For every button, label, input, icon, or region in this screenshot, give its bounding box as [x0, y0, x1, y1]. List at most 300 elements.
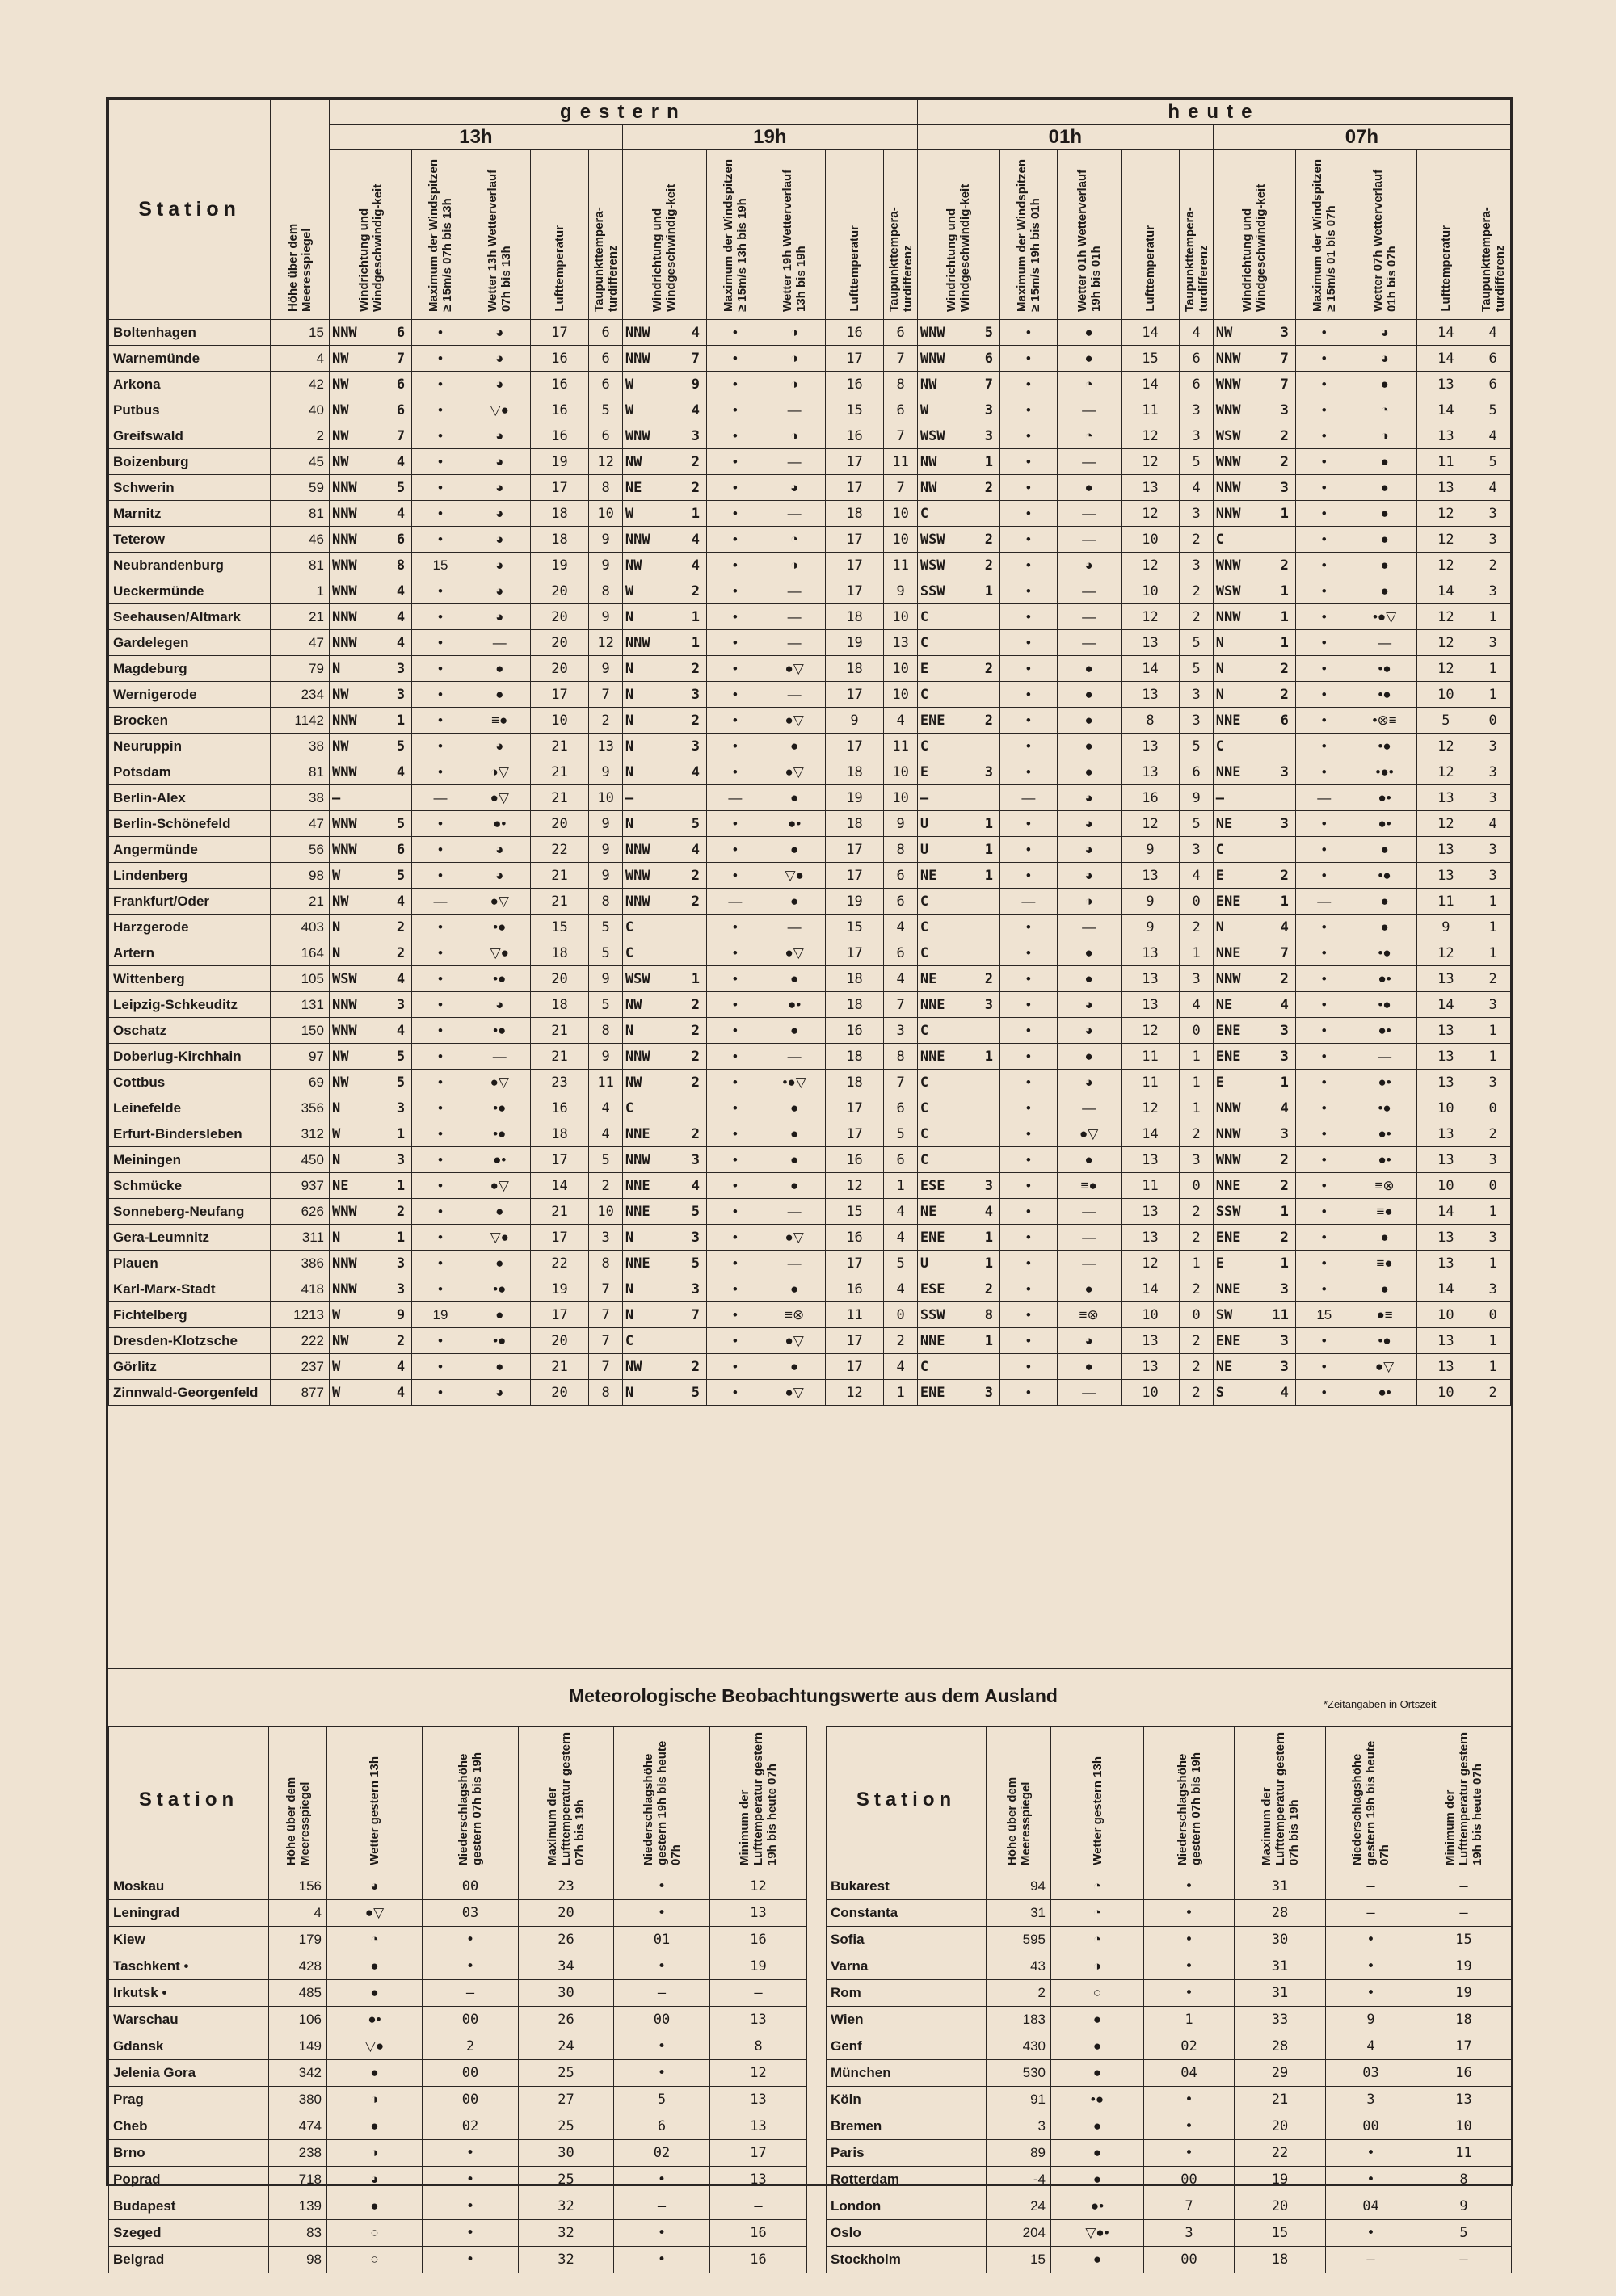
foreign-station-row	[827, 2247, 1512, 2273]
weather-symbol-01h: ●▽	[1057, 1121, 1121, 1147]
temperature-13h: 21	[530, 863, 589, 889]
temperature-01h: 10	[1121, 1380, 1180, 1406]
wind-13h	[329, 811, 411, 837]
weather-symbol-19h: ●▽	[764, 1380, 825, 1406]
wind-direction: NNW	[625, 1151, 650, 1168]
station-altitude: 81	[271, 553, 330, 578]
gust-max-19h: •	[706, 811, 764, 837]
wind-speed: 4	[984, 1203, 993, 1220]
gust-max-19h: •	[706, 449, 764, 475]
weather-symbol-07h: ◕	[1353, 346, 1416, 372]
dewpoint-diff-01h: 2	[1180, 1354, 1213, 1380]
station-name: Oschatz	[109, 1018, 271, 1044]
temperature-13h: 21	[530, 734, 589, 759]
wind-01h	[917, 1302, 999, 1328]
weather-symbol-01h: ◔	[1057, 372, 1121, 397]
wind-direction: NNW	[1215, 350, 1241, 367]
dewpoint-diff-13h: 9	[589, 811, 622, 837]
wind-speed: 3	[396, 1280, 406, 1297]
dewpoint-diff-01h: 4	[1180, 863, 1213, 889]
dewpoint-diff-19h: 5	[884, 1121, 917, 1147]
temp-min: 19	[1416, 1980, 1512, 2007]
gust-max-07h: 15	[1295, 1302, 1353, 1328]
foreign-left-body	[109, 1873, 807, 2273]
temperature-01h: 12	[1121, 449, 1180, 475]
weather-symbol-01h: —	[1057, 1251, 1121, 1276]
wind-07h	[1213, 553, 1295, 578]
wind-speed: 1	[984, 453, 993, 470]
station-row	[109, 966, 1511, 992]
weather-symbol: ●	[327, 1953, 423, 1980]
wind-direction: NW	[625, 1358, 642, 1375]
weather-symbol-01h: ◕	[1057, 1070, 1121, 1095]
wind-07h	[1213, 837, 1295, 863]
weather-symbol-13h: ●•	[469, 1147, 530, 1173]
wind-01h	[917, 1354, 999, 1380]
dewpoint-diff-13h: 9	[589, 837, 622, 863]
wind-direction: ENE	[1215, 1048, 1241, 1065]
wind-direction: C	[1215, 531, 1225, 548]
wind-13h	[329, 372, 411, 397]
gust-max-07h: •	[1295, 346, 1353, 372]
wind-07h	[1213, 423, 1295, 449]
dewpoint-diff-07h: 0	[1475, 1302, 1511, 1328]
dewpoint-diff-01h: 1	[1180, 1095, 1213, 1121]
gust-max-19h: •	[706, 475, 764, 501]
station-row	[109, 1354, 1511, 1380]
dewpoint-diff-07h: 1	[1475, 1354, 1511, 1380]
precip-day: 00	[423, 2007, 519, 2033]
dewpoint-diff-01h: 3	[1180, 837, 1213, 863]
station-row	[109, 346, 1511, 372]
foreign-table-right	[826, 1726, 1512, 2273]
station-name: Doberlug-Kirchhain	[109, 1044, 271, 1070]
dewpoint-diff-13h: 8	[589, 889, 622, 915]
wind-speed: 2	[1280, 867, 1289, 884]
wind-direction: NNE	[625, 1177, 650, 1194]
temp-max: 31	[1235, 1953, 1326, 1980]
precip-night: •	[614, 1873, 710, 1900]
wind-13h	[329, 423, 411, 449]
wind-speed: 3	[984, 427, 993, 444]
wind-13h	[329, 940, 411, 966]
wind-direction: NNW	[625, 350, 650, 367]
wind-speed: 7	[396, 427, 406, 444]
temperature-07h: 14	[1416, 1199, 1475, 1225]
precip-night: •	[1326, 1980, 1416, 2007]
wind-direction: NNW	[331, 712, 357, 729]
wind-speed: 3	[691, 1229, 700, 1246]
dewpoint-diff-19h: 9	[884, 811, 917, 837]
wind-01h	[917, 578, 999, 604]
wind-speed: 5	[396, 479, 406, 496]
temperature-07h: 13	[1416, 372, 1475, 397]
precip-night: •	[614, 2167, 710, 2193]
wind-direction: NE	[920, 970, 937, 987]
wind-01h	[917, 449, 999, 475]
gust-max-07h: •	[1295, 992, 1353, 1018]
weather-symbol-19h: ●•	[764, 811, 825, 837]
weather-symbol-07h: ●	[1353, 372, 1416, 397]
wind-direction: NE	[625, 479, 642, 496]
weather-symbol-19h: ●	[764, 1121, 825, 1147]
wind-direction: N	[1215, 634, 1225, 651]
wind-19h	[622, 656, 706, 682]
station-altitude: 98	[269, 2247, 327, 2273]
dewpoint-diff-01h: 0	[1180, 1018, 1213, 1044]
dewpoint-diff-01h: 5	[1180, 630, 1213, 656]
station-altitude: 156	[269, 1873, 327, 1900]
wind-13h	[329, 734, 411, 759]
station-row	[109, 682, 1511, 708]
weather-symbol-01h: ◕	[1057, 811, 1121, 837]
wind-direction: WNW	[1215, 1151, 1241, 1168]
gust-max-19h: •	[706, 372, 764, 397]
temperature-13h: 16	[530, 397, 589, 423]
precip-night: •	[614, 2033, 710, 2060]
wind-07h	[1213, 1328, 1295, 1354]
dewpoint-diff-07h: 2	[1475, 1380, 1511, 1406]
precip-day: 00	[423, 1873, 519, 1900]
gust-max-13h: •	[412, 1070, 469, 1095]
wind-direction: WNW	[331, 557, 357, 574]
temperature-13h: 17	[530, 320, 589, 346]
temperature-07h: 5	[1416, 708, 1475, 734]
gust-max-07h: •	[1295, 708, 1353, 734]
dewpoint-diff-07h: 6	[1475, 372, 1511, 397]
wind-13h	[329, 966, 411, 992]
precip-night: 5	[614, 2087, 710, 2113]
wind-direction: NNE	[1215, 712, 1241, 729]
dewpoint-diff-13h: 11	[589, 1070, 622, 1095]
gust-max-07h: •	[1295, 1328, 1353, 1354]
wind-direction: N	[625, 1280, 634, 1297]
gust-max-01h: •	[999, 682, 1057, 708]
weather-symbol-19h: ●	[764, 785, 825, 811]
wind-direction: N	[1215, 919, 1225, 936]
wind-07h	[1213, 1018, 1295, 1044]
dewpoint-diff-07h: 1	[1475, 940, 1511, 966]
gust-max-01h: •	[999, 1276, 1057, 1302]
dewpoint-diff-07h: 5	[1475, 397, 1511, 423]
station-row	[109, 604, 1511, 630]
gust-max-01h: •	[999, 940, 1057, 966]
wind-direction: NW	[625, 1074, 642, 1091]
weather-symbol: ●	[1051, 2140, 1144, 2167]
station-row	[109, 1199, 1511, 1225]
station-name: Sofia	[827, 1927, 987, 1953]
wind-01h	[917, 1328, 999, 1354]
temperature-13h: 21	[530, 1044, 589, 1070]
weather-symbol-13h: •●	[469, 1276, 530, 1302]
wind-07h	[1213, 1147, 1295, 1173]
wind-01h	[917, 423, 999, 449]
wind-direction: NW	[331, 453, 349, 470]
wind-direction: ESE	[920, 1177, 945, 1194]
temperature-01h: 14	[1121, 372, 1180, 397]
wind-direction: C	[920, 686, 929, 703]
wind-speed: 3	[1280, 815, 1289, 832]
wind-01h	[917, 889, 999, 915]
dewpoint-diff-13h: 7	[589, 1276, 622, 1302]
weather-symbol-19h: ●▽	[764, 1225, 825, 1251]
wind-13h	[329, 1095, 411, 1121]
station-altitude: 21	[271, 604, 330, 630]
wind-direction: W	[331, 1125, 341, 1142]
station-name: Poprad	[109, 2167, 269, 2193]
wind-direction: NNE	[625, 1255, 650, 1272]
weather-symbol-19h: ◑	[764, 320, 825, 346]
wind-19h	[622, 966, 706, 992]
temp-min: —	[1416, 2247, 1512, 2273]
wind-speed: 3	[984, 996, 993, 1013]
wind-direction: WNW	[331, 763, 357, 780]
wind-13h	[329, 992, 411, 1018]
wind-speed: 2	[1280, 686, 1289, 703]
weather-symbol: ●	[1051, 2007, 1144, 2033]
wind-01h	[917, 811, 999, 837]
wind-01h	[917, 966, 999, 992]
wind-13h	[329, 1251, 411, 1276]
gust-max-13h: •	[412, 940, 469, 966]
dewpoint-diff-13h: 12	[589, 449, 622, 475]
station-name: Kiew	[109, 1927, 269, 1953]
col-weather-13h: Wetter 13h Wetterverlauf 07h bis 13h	[469, 150, 530, 320]
station-name: Varna	[827, 1953, 987, 1980]
foreign-station-row	[827, 1980, 1512, 2007]
temperature-13h: 21	[530, 1199, 589, 1225]
precip-day: •	[423, 1953, 519, 1980]
wind-speed: 7	[396, 350, 406, 367]
wind-13h	[329, 527, 411, 553]
wind-07h	[1213, 1380, 1295, 1406]
dewpoint-diff-07h: 1	[1475, 682, 1511, 708]
dewpoint-diff-19h: 11	[884, 734, 917, 759]
weather-symbol-07h: ●	[1353, 578, 1416, 604]
wind-speed: 4	[691, 557, 700, 574]
wind-19h	[622, 1044, 706, 1070]
weather-symbol-01h: —	[1057, 501, 1121, 527]
wind-07h	[1213, 1276, 1295, 1302]
dewpoint-diff-13h: 4	[589, 1095, 622, 1121]
wind-direction: C	[920, 1100, 929, 1116]
gust-max-07h: •	[1295, 1070, 1353, 1095]
gust-max-07h: •	[1295, 759, 1353, 785]
dewpoint-diff-19h: 4	[884, 966, 917, 992]
wind-speed: 6	[396, 402, 406, 418]
station-row	[109, 863, 1511, 889]
temperature-19h: 18	[825, 966, 884, 992]
station-altitude: 356	[271, 1095, 330, 1121]
temp-min: 5	[1416, 2220, 1512, 2247]
gust-max-19h: •	[706, 915, 764, 940]
wind-13h	[329, 915, 411, 940]
foreign-station-row	[109, 2087, 807, 2113]
wind-direction: WSW	[920, 557, 945, 574]
gust-max-01h: •	[999, 863, 1057, 889]
weather-symbol-07h: •●	[1353, 682, 1416, 708]
temperature-19h: 17	[825, 553, 884, 578]
weather-symbol-01h: —	[1057, 397, 1121, 423]
weather-symbol-07h: ≡⊗	[1353, 1173, 1416, 1199]
precip-night: 9	[1326, 2007, 1416, 2033]
gust-max-13h: •	[412, 397, 469, 423]
dewpoint-diff-01h: 5	[1180, 656, 1213, 682]
gust-max-01h: •	[999, 1225, 1057, 1251]
wind-direction: NW	[331, 350, 349, 367]
temperature-07h: 14	[1416, 320, 1475, 346]
col-gust-01h: Maximum der Windspitzen ≥ 15m/s 19h bis 01h	[999, 150, 1057, 320]
wind-direction: NNW	[1215, 505, 1241, 522]
weather-symbol-13h: ◕	[469, 423, 530, 449]
wind-direction: WNW	[625, 427, 650, 444]
wind-13h	[329, 1044, 411, 1070]
wind-speed: 2	[396, 1203, 406, 1220]
gust-max-07h: •	[1295, 372, 1353, 397]
gust-max-13h: •	[412, 578, 469, 604]
wind-direction: W	[920, 402, 929, 418]
wind-direction: NE	[920, 867, 937, 884]
gust-max-19h: •	[706, 1199, 764, 1225]
wind-19h	[622, 708, 706, 734]
wind-direction: NW	[331, 1332, 349, 1349]
station-name: Meiningen	[109, 1147, 271, 1173]
gust-max-13h: —	[412, 785, 469, 811]
weather-symbol-07h: ●•	[1353, 1018, 1416, 1044]
temp-min: 11	[1416, 2140, 1512, 2167]
wind-13h	[329, 1199, 411, 1225]
temperature-07h: 11	[1416, 449, 1475, 475]
time-13h-header: 13h	[329, 125, 622, 150]
dewpoint-diff-01h: 1	[1180, 1044, 1213, 1070]
station-altitude: 204	[987, 2220, 1051, 2247]
dewpoint-diff-07h: 1	[1475, 1044, 1511, 1070]
precip-night: —	[1326, 1873, 1416, 1900]
station-row	[109, 1302, 1511, 1328]
gust-max-01h: •	[999, 449, 1057, 475]
weather-symbol-01h: ●	[1057, 682, 1121, 708]
station-row	[109, 397, 1511, 423]
weather-symbol-01h: ◑	[1057, 889, 1121, 915]
temp-max: 20	[1235, 2193, 1326, 2220]
gust-max-19h: •	[706, 966, 764, 992]
temp-max: 19	[1235, 2167, 1326, 2193]
wind-direction: WNW	[331, 841, 357, 858]
wind-direction: N	[625, 738, 634, 755]
wind-direction: NW	[625, 996, 642, 1013]
gust-max-19h: •	[706, 708, 764, 734]
dewpoint-diff-19h: 8	[884, 1044, 917, 1070]
station-altitude: 47	[271, 630, 330, 656]
wind-direction: S	[1215, 1384, 1225, 1401]
dewpoint-diff-13h: 4	[589, 1121, 622, 1147]
weather-symbol-13h: ●	[469, 1354, 530, 1380]
col-weather-19h: Wetter 19h Wetterverlauf 13h bis 19h	[764, 150, 825, 320]
gust-max-19h: •	[706, 553, 764, 578]
wind-speed: 4	[396, 1022, 406, 1039]
wind-direction: C	[920, 944, 929, 961]
wind-direction: N	[331, 660, 341, 677]
weather-symbol-19h: ●	[764, 1173, 825, 1199]
station-altitude: 81	[271, 759, 330, 785]
gust-max-13h: •	[412, 1225, 469, 1251]
temperature-07h: 11	[1416, 889, 1475, 915]
wind-13h	[329, 837, 411, 863]
wind-speed: 5	[691, 1384, 700, 1401]
dewpoint-diff-07h: 3	[1475, 630, 1511, 656]
station-name: Berlin-Alex	[109, 785, 271, 811]
weather-symbol-07h: —	[1353, 630, 1416, 656]
wind-direction: WNW	[625, 867, 650, 884]
temp-max: 20	[1235, 2113, 1326, 2140]
wind-speed: 3	[1280, 1125, 1289, 1142]
weather-symbol: ▽●•	[1051, 2220, 1144, 2247]
temperature-07h: 13	[1416, 1121, 1475, 1147]
wind-speed: 5	[691, 1255, 700, 1272]
gust-max-01h: •	[999, 1251, 1057, 1276]
station-altitude: 474	[269, 2113, 327, 2140]
dewpoint-diff-07h: 5	[1475, 449, 1511, 475]
foreign-left-tmin-header: Minimum der Lufttemperatur gestern 19h bis heute 07h	[710, 1727, 807, 1873]
wind-07h	[1213, 785, 1295, 811]
wind-speed: 2	[396, 919, 406, 936]
station-name: Gardelegen	[109, 630, 271, 656]
dewpoint-diff-07h: 4	[1475, 475, 1511, 501]
wind-direction: ENE	[1215, 1022, 1241, 1039]
weather-symbol: •●	[1051, 2087, 1144, 2113]
station-name: Cheb	[109, 2113, 269, 2140]
temp-min: 8	[710, 2033, 807, 2060]
temp-max: 30	[519, 1980, 614, 2007]
wind-speed: 4	[691, 531, 700, 548]
weather-symbol-19h: —	[764, 1044, 825, 1070]
weather-symbol-01h: ●	[1057, 940, 1121, 966]
weather-symbol-13h: ▽●	[469, 397, 530, 423]
dewpoint-diff-19h: 4	[884, 915, 917, 940]
dewpoint-diff-19h: 5	[884, 1251, 917, 1276]
dewpoint-diff-07h: 1	[1475, 604, 1511, 630]
dewpoint-diff-07h: 3	[1475, 527, 1511, 553]
precip-night: 03	[1326, 2060, 1416, 2087]
wind-19h	[622, 372, 706, 397]
wind-direction: NNE	[625, 1203, 650, 1220]
foreign-right-tmax-header: Maximum der Lufttemperatur gestern 07h bis 19h	[1235, 1727, 1326, 1873]
weather-symbol-01h: —	[1057, 527, 1121, 553]
temperature-01h: 13	[1121, 1147, 1180, 1173]
weather-symbol-13h: ●•	[469, 811, 530, 837]
temperature-07h: 14	[1416, 346, 1475, 372]
wind-direction: N	[331, 1151, 341, 1168]
gust-max-07h: •	[1295, 397, 1353, 423]
wind-19h	[622, 397, 706, 423]
wind-direction: WNW	[920, 350, 945, 367]
gust-max-13h: •	[412, 1251, 469, 1276]
dewpoint-diff-01h: 5	[1180, 811, 1213, 837]
wind-speed: 1	[984, 815, 993, 832]
gust-max-19h: •	[706, 1121, 764, 1147]
weather-symbol-07h: ≡●	[1353, 1199, 1416, 1225]
temperature-07h: 12	[1416, 759, 1475, 785]
precip-night: 4	[1326, 2033, 1416, 2060]
temperature-19h: 16	[825, 1276, 884, 1302]
weather-symbol: ◕	[327, 2167, 423, 2193]
temp-max: 22	[1235, 2140, 1326, 2167]
dewpoint-diff-13h: 10	[589, 785, 622, 811]
temperature-19h: 16	[825, 320, 884, 346]
col-dew-07h: Taupunkttempera-turdifferenz	[1475, 150, 1511, 320]
wind-direction: NNE	[1215, 944, 1241, 961]
temperature-19h: 17	[825, 940, 884, 966]
